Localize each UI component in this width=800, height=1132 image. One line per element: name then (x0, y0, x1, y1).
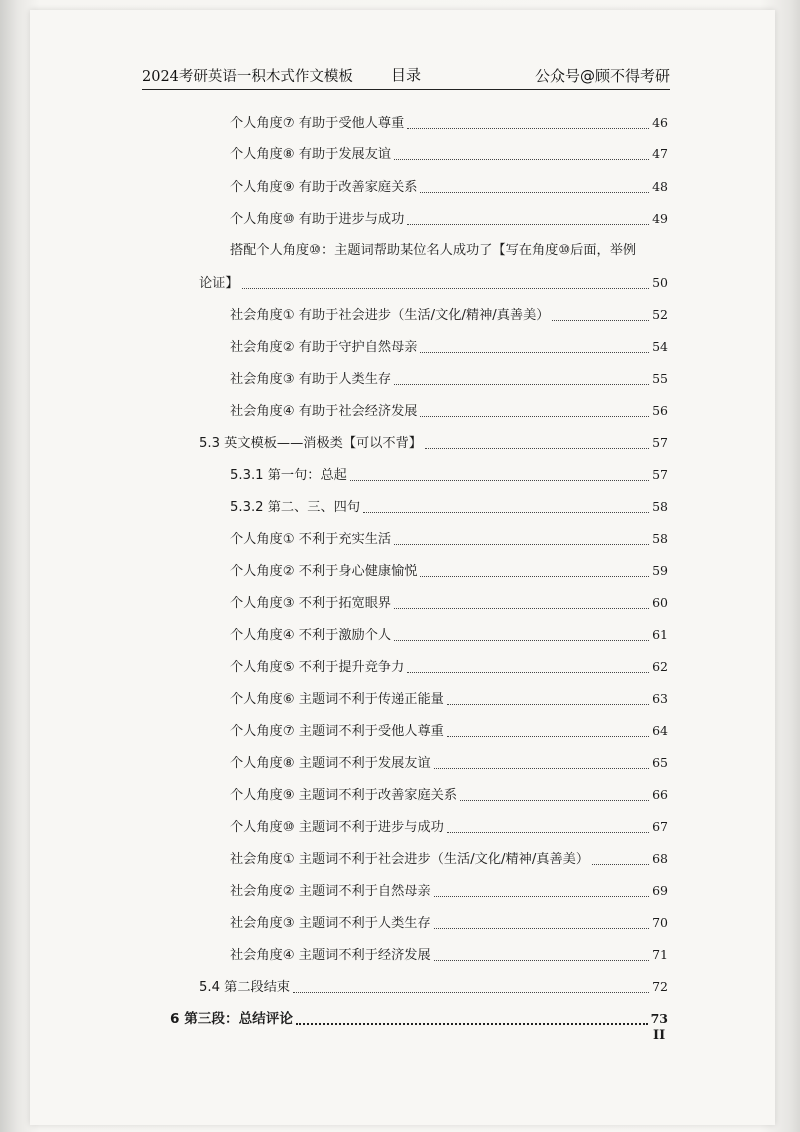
toc-entry[interactable] (230, 402, 668, 421)
toc-entry[interactable] (230, 690, 668, 709)
toc-entry-title: 6 第三段：总结评论 (170, 1011, 293, 1027)
toc-entry-title: 个人角度⑧ 有助于发展友谊 (230, 147, 392, 162)
toc-entry-title: 个人角度⑩ 有助于进步与成功 (230, 212, 405, 227)
toc-entry-title: 个人角度① 不利于充实生活 (230, 532, 392, 547)
toc-entry-title: 社会角度① 有助于社会进步（生活/文化/精神/真善美） (230, 308, 550, 323)
toc-entry-page: 68 (652, 851, 668, 866)
toc-entry[interactable] (230, 562, 668, 581)
toc-entry-page: 46 (652, 115, 668, 130)
toc-entry[interactable] (230, 946, 668, 965)
toc-entry-page: 55 (652, 371, 668, 386)
toc-entry-page: 64 (652, 723, 668, 738)
toc-entry-page: 50 (652, 275, 668, 290)
toc-entry[interactable] (230, 210, 668, 229)
toc-entry[interactable] (199, 274, 668, 293)
toc-entry-title: 个人角度⑦ 有助于受他人尊重 (230, 116, 405, 131)
toc-entry[interactable] (230, 850, 668, 869)
toc-entry-title: 5.3.1 第一句：总起 (230, 468, 347, 483)
toc-entry[interactable] (230, 530, 668, 549)
toc-entry[interactable] (230, 306, 668, 325)
toc-entry[interactable] (230, 466, 668, 485)
toc-entry-page: 60 (652, 595, 668, 610)
toc-entry-title: 社会角度② 有助于守护自然母亲 (230, 340, 418, 355)
toc-entry-title: 个人角度⑥ 主题词不利于传递正能量 (230, 692, 444, 707)
toc-entry[interactable] (230, 914, 668, 933)
toc-entry[interactable] (230, 818, 668, 837)
toc-entry[interactable] (230, 594, 668, 613)
toc-entry-page: 70 (652, 915, 668, 930)
toc-entry-page: 58 (652, 531, 668, 546)
toc-entry-page: 56 (652, 403, 668, 418)
toc-entry-title: 个人角度⑨ 主题词不利于改善家庭关系 (230, 788, 458, 803)
header-account: 公众号@顾不得考研 (534, 67, 670, 85)
toc-entry[interactable] (230, 786, 668, 805)
toc-entry-page: 57 (652, 435, 668, 450)
toc-entry-title-continued: 论证】 (199, 276, 239, 291)
toc-entry-page: 63 (652, 691, 668, 706)
toc-entry-title: 社会角度① 主题词不利于社会进步（生活/文化/精神/真善美） (230, 852, 590, 867)
toc-entry-page: 58 (652, 499, 668, 514)
toc-entry-page: 72 (652, 979, 668, 994)
toc-entry-page: 49 (652, 211, 668, 226)
toc-entry-chapter[interactable] (170, 1010, 668, 1028)
toc-entry-title: 个人角度③ 不利于拓宽眼界 (230, 596, 392, 611)
toc-entry-title: 个人角度⑤ 不利于提升竞争力 (230, 660, 405, 675)
toc-entry[interactable] (230, 338, 668, 357)
toc-entry[interactable] (230, 658, 668, 677)
toc-entry-title: 5.4 第二段结束 (199, 980, 291, 995)
toc-entry-title: 社会角度② 主题词不利于自然母亲 (230, 884, 431, 899)
toc-entry-title: 5.3 英文模板——消极类【可以不背】 (199, 436, 422, 451)
toc-entry-title: 个人角度⑩ 主题词不利于进步与成功 (230, 820, 444, 835)
toc-entry-title: 社会角度④ 有助于社会经济发展 (230, 404, 418, 419)
toc-entry-title[interactable]: 搭配个人角度⑩：主题词帮助某位名人成功了【写在角度⑩后面，举例 (230, 243, 637, 258)
toc-entry-page: 62 (652, 659, 668, 674)
header-section-title: 目录 (390, 66, 422, 84)
toc-entry-page: 61 (652, 627, 668, 642)
toc-entry-page: 65 (652, 755, 668, 770)
toc-entry-page: 67 (652, 819, 668, 834)
toc-entry-page: 54 (652, 339, 668, 354)
toc-entry-page: 47 (652, 146, 668, 161)
toc-entry-page: 73 (650, 1011, 668, 1026)
toc-entry-title: 个人角度⑦ 主题词不利于受他人尊重 (230, 724, 444, 739)
toc-entry-title: 个人角度④ 不利于激励个人 (230, 628, 392, 643)
toc-entry[interactable] (230, 754, 668, 773)
toc-entry-title: 5.3.2 第二、三、四句 (230, 500, 361, 515)
toc-entry[interactable] (199, 434, 668, 453)
toc-entry-page: 48 (652, 179, 668, 194)
toc-entry-title: 社会角度③ 主题词不利于人类生存 (230, 916, 431, 931)
toc-entry-title: 社会角度④ 主题词不利于经济发展 (230, 948, 431, 963)
toc-entry-page: 59 (652, 563, 668, 578)
page-number: II (653, 1028, 666, 1043)
toc-entry[interactable] (230, 114, 668, 133)
toc-entry-page: 69 (652, 883, 668, 898)
toc-entry-title: 个人角度② 不利于身心健康愉悦 (230, 564, 418, 579)
toc-entry[interactable] (230, 370, 668, 389)
toc-entry-title: 社会角度③ 有助于人类生存 (230, 372, 392, 387)
toc-entry-page: 52 (652, 307, 668, 322)
toc-entry[interactable] (230, 722, 668, 741)
toc-entry[interactable] (230, 498, 668, 517)
toc-entry-title: 个人角度⑨ 有助于改善家庭关系 (230, 180, 418, 195)
toc-entry[interactable] (230, 882, 668, 901)
toc-entry-page: 71 (652, 947, 668, 962)
toc-entry[interactable] (199, 978, 668, 997)
toc-entry[interactable] (230, 145, 668, 164)
toc-entry[interactable] (230, 178, 668, 197)
toc-entry-page: 57 (652, 467, 668, 482)
header-book-title: 2024考研英语一积木式作文模板 (142, 69, 353, 85)
toc-entry-page: 66 (652, 787, 668, 802)
toc-entry[interactable] (230, 626, 668, 645)
toc-entry-title: 个人角度⑧ 主题词不利于发展友谊 (230, 756, 431, 771)
